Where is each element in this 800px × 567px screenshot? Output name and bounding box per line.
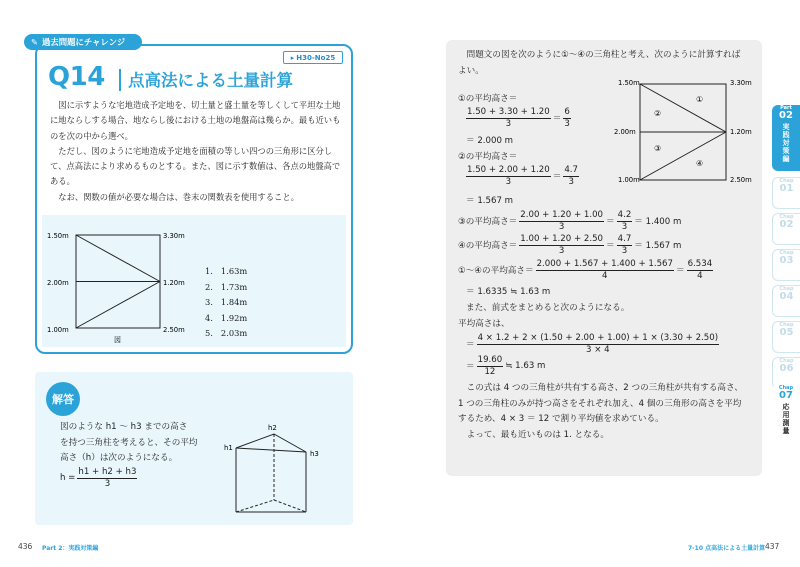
choice-value: 1.84m	[220, 297, 248, 307]
explanation-line: また、前式をまとめると次のようになる。	[466, 303, 630, 313]
fraction-denominator: 3	[558, 221, 565, 232]
fraction-numerator: 4.7	[564, 165, 579, 175]
problem-paragraph: ただし、図のように宅地造成予定地を面積の等しい四つの三角形に区分して、点高法により求めるものとする。また、図に示す数値は、各点の地盤高である。	[50, 145, 341, 187]
fraction-numerator: 2.000 + 1.567 + 1.400 + 1.567	[536, 259, 673, 269]
choice-number: 2.	[205, 281, 213, 292]
fraction-denominator: 12	[484, 366, 496, 377]
tab-number: 02	[779, 110, 793, 121]
conclusion-line: するため、4 × 3 ＝ 12 で割り平均値を求めている。	[458, 414, 664, 425]
calc-equation	[458, 235, 681, 255]
figure-caption: 図	[114, 336, 121, 344]
calc-equation	[466, 356, 545, 376]
prism-hidden-edge	[274, 500, 306, 512]
answer-formula	[60, 468, 137, 488]
problem-paragraph: 図に示すような宅地造成予定地を、切土量と盛土量を等しくして平坦な土地に地ならしする場合、地ならし後における土地の地盤高は幾らか。最も近いものを次の中から選べ。	[50, 100, 341, 141]
question-code: H30-No25	[296, 53, 336, 62]
choice-number: 3.	[205, 297, 213, 307]
prism-label: h1	[224, 444, 233, 452]
fraction-denominator: 3 × 4	[586, 344, 610, 355]
height-label: 1.50m	[618, 79, 640, 87]
calc-result: ＝ 1.567 m	[634, 241, 682, 252]
conclusion-line: よって、最も近いものは 1. となる。	[466, 430, 609, 441]
calc-result: ＝ 1.6335 ≒ 1.63 m	[466, 287, 551, 297]
fraction-denominator: 3	[505, 176, 512, 187]
equals-sign: ＝	[675, 266, 685, 277]
prism-top-face	[236, 434, 306, 452]
page-number: 436	[18, 542, 33, 551]
site-diagonal	[76, 282, 160, 329]
fraction	[563, 166, 579, 186]
fraction	[519, 235, 604, 255]
fraction-numerator: 4.2	[617, 210, 632, 220]
calc-label: ③の平均高さ＝	[458, 217, 518, 228]
calc-equation	[458, 211, 681, 231]
tab-kicker: Chap	[779, 178, 794, 184]
site-diagonal	[640, 132, 726, 180]
fraction	[687, 260, 714, 280]
fraction	[617, 211, 633, 231]
footer-label: 7-10 点高法による土量計算	[688, 545, 766, 552]
problem-text	[50, 98, 346, 205]
problem-paragraph: なお、関数の値が必要な場合は、巻末の関数表を使用すること。	[58, 191, 299, 202]
choice-number: 5.	[205, 328, 213, 338]
site-plan-figure	[42, 225, 212, 350]
answer-line: を持つ三角柱を考えると、その平均	[60, 437, 198, 448]
height-label: 2.50m	[163, 326, 185, 334]
intro-line: 問題文の図を次のように①～④の三角柱と考え、次のように計算すれば	[466, 50, 741, 60]
calc-equation	[466, 334, 719, 354]
answer-line: 高さ（h）は次のようになる。	[60, 453, 178, 463]
choice-value: 1.63m	[220, 266, 248, 276]
tab-title: 実践対策編	[782, 123, 790, 163]
equals-sign: ＝	[552, 172, 562, 183]
tab-kicker: Chap	[779, 250, 794, 256]
prism-hidden-edge	[236, 500, 274, 512]
answer-text	[60, 420, 210, 467]
tab-number: 02	[779, 219, 794, 230]
footer-label: Part 2：実践対策編	[42, 545, 99, 552]
prism-label: h2	[268, 424, 277, 432]
fraction-denominator: 3	[621, 245, 628, 256]
tab-chap-05[interactable]	[772, 321, 800, 353]
fraction-denominator: 4	[602, 270, 608, 281]
choice-value: 2.03m	[220, 328, 248, 338]
arrow-right-icon: ▸	[290, 53, 295, 62]
solution-intro	[458, 47, 758, 79]
fraction	[563, 108, 570, 128]
fraction-numerator: 1.50 + 2.00 + 1.20	[467, 165, 550, 175]
fraction	[477, 356, 504, 376]
calc-result: ＝ 1.567 m	[466, 196, 514, 206]
tab-chap-07[interactable]	[772, 385, 800, 447]
fraction-denominator: 3	[621, 221, 628, 232]
tab-number: 05	[779, 327, 794, 338]
height-label: 1.20m	[730, 128, 752, 136]
choice-item	[205, 326, 247, 342]
fraction	[466, 166, 551, 186]
prism-figure	[222, 420, 332, 520]
tab-kicker: Chap	[779, 214, 794, 220]
prism-label: h3	[310, 450, 319, 458]
fraction-denominator: 3	[104, 478, 111, 489]
equals-sign: ＝	[606, 217, 615, 228]
calc-result: ≒ 1.63 m	[505, 361, 546, 372]
calc-equation	[458, 260, 713, 280]
choice-item	[205, 311, 247, 327]
question-title: 点高法による土量計算	[128, 71, 293, 90]
fraction-denominator: 4	[697, 270, 703, 281]
answer-badge: 解答	[46, 382, 80, 416]
fraction	[519, 211, 604, 231]
intro-line: よい。	[458, 66, 484, 76]
tab-title: 応用測量	[782, 403, 790, 435]
fraction-numerator: 6	[564, 107, 570, 117]
equals-sign: ＝	[552, 114, 562, 125]
fraction-numerator: 4.7	[617, 234, 632, 244]
conclusion-line: 1 つの三角柱のみが持つ高さをそれぞれ加え、4 個の三角形の高さを平均	[458, 398, 742, 409]
height-label: 2.00m	[614, 128, 636, 136]
fraction	[536, 260, 674, 280]
tab-number: 01	[779, 183, 794, 194]
tab-number: 03	[779, 255, 794, 266]
solution-figure	[610, 76, 760, 186]
challenge-tag-label: 過去問題にチャレンジ	[42, 37, 126, 47]
tab-part-02[interactable]	[772, 105, 800, 171]
calc-label: ②の平均高さ＝	[458, 152, 518, 162]
fraction-denominator: 3	[505, 118, 512, 129]
choice-item	[205, 295, 247, 311]
site-diagonal	[76, 235, 160, 282]
conclusion-line: この式は 4 つの三角柱が共有する高さ、2 つの三角柱が共有する高さ、	[466, 383, 743, 393]
tab-kicker: Chap	[778, 385, 794, 391]
fraction-numerator: h1 + h2 + h3	[78, 467, 137, 477]
question-code-badge	[283, 51, 343, 64]
choice-value: 1.92m	[220, 312, 248, 323]
challenge-tag	[24, 34, 142, 50]
height-label: 1.50m	[47, 232, 69, 240]
choice-item	[205, 264, 247, 280]
pencil-icon: ✎	[31, 37, 39, 47]
fraction-numerator: 4 × 1.2 + 2 × (1.50 + 2.00 + 1.00) + 1 × (3.30 + 2.50)	[477, 333, 719, 343]
calc-result: ＝ 1.400 m	[634, 217, 682, 228]
page-number: 437	[765, 542, 780, 551]
calc-label: ①～④の平均高さ＝	[458, 266, 534, 277]
equals-sign: ＝	[466, 340, 475, 351]
fraction	[617, 235, 633, 255]
fraction-denominator: 3	[568, 176, 574, 187]
fraction	[477, 334, 719, 354]
tab-chap-03[interactable]	[772, 249, 800, 281]
choice-number: 4.	[205, 312, 213, 323]
fraction-denominator: 3	[558, 245, 565, 256]
height-label: 1.00m	[618, 176, 640, 184]
tab-number: 07	[779, 390, 793, 401]
question-number: Q14	[48, 62, 105, 92]
height-label: 3.30m	[163, 232, 185, 240]
fraction-numerator: 1.50 + 3.30 + 1.20	[467, 107, 550, 117]
equals-sign: ＝	[466, 362, 475, 373]
formula-lhs: h =	[60, 473, 76, 484]
tab-kicker: Part	[780, 105, 792, 111]
height-label: 2.00m	[47, 279, 69, 287]
fraction-denominator: 3	[564, 118, 570, 129]
answer-line: 図のような h1 ～ h3 までの高さ	[60, 422, 188, 432]
choice-value: 1.73m	[220, 281, 248, 292]
fraction-numerator: 2.00 + 1.20 + 1.00	[520, 210, 604, 220]
tab-kicker: Chap	[779, 358, 794, 364]
region-label: ③	[654, 144, 662, 153]
region-label: ②	[654, 109, 662, 118]
solution-conclusion	[458, 381, 758, 444]
title-divider	[119, 69, 121, 91]
calc-equation	[466, 166, 579, 186]
height-label: 1.00m	[47, 326, 69, 334]
region-label: ④	[696, 159, 704, 168]
site-diagonal	[640, 84, 726, 132]
calc-label: ④の平均高さ＝	[458, 241, 518, 252]
tab-kicker: Chap	[779, 286, 794, 292]
equals-sign: ＝	[606, 241, 615, 252]
fraction-numerator: 1.00 + 1.20 + 2.50	[520, 234, 604, 244]
calc-result: ＝ 2.000 m	[466, 136, 514, 146]
calc-label: ①の平均高さ＝	[458, 94, 518, 104]
fraction	[466, 108, 551, 128]
fraction-numerator: 6.534	[687, 259, 713, 269]
choice-number: 1.	[205, 266, 213, 276]
tab-number: 04	[779, 291, 794, 302]
tab-chap-01[interactable]	[772, 177, 800, 209]
tab-number: 06	[779, 363, 794, 374]
region-label: ①	[696, 95, 704, 104]
tab-kicker: Chap	[779, 322, 794, 328]
tab-chap-02[interactable]	[772, 213, 800, 245]
explanation-line: 平均高さは、	[458, 319, 510, 329]
tab-chap-04[interactable]	[772, 285, 800, 317]
fraction-numerator: 19.60	[477, 355, 503, 365]
choice-list	[205, 264, 247, 342]
height-label: 2.50m	[730, 176, 752, 184]
choice-item	[205, 280, 247, 296]
height-label: 1.20m	[163, 279, 185, 287]
formula-fraction	[77, 468, 137, 488]
calc-equation	[466, 108, 571, 128]
height-label: 3.30m	[730, 79, 752, 87]
